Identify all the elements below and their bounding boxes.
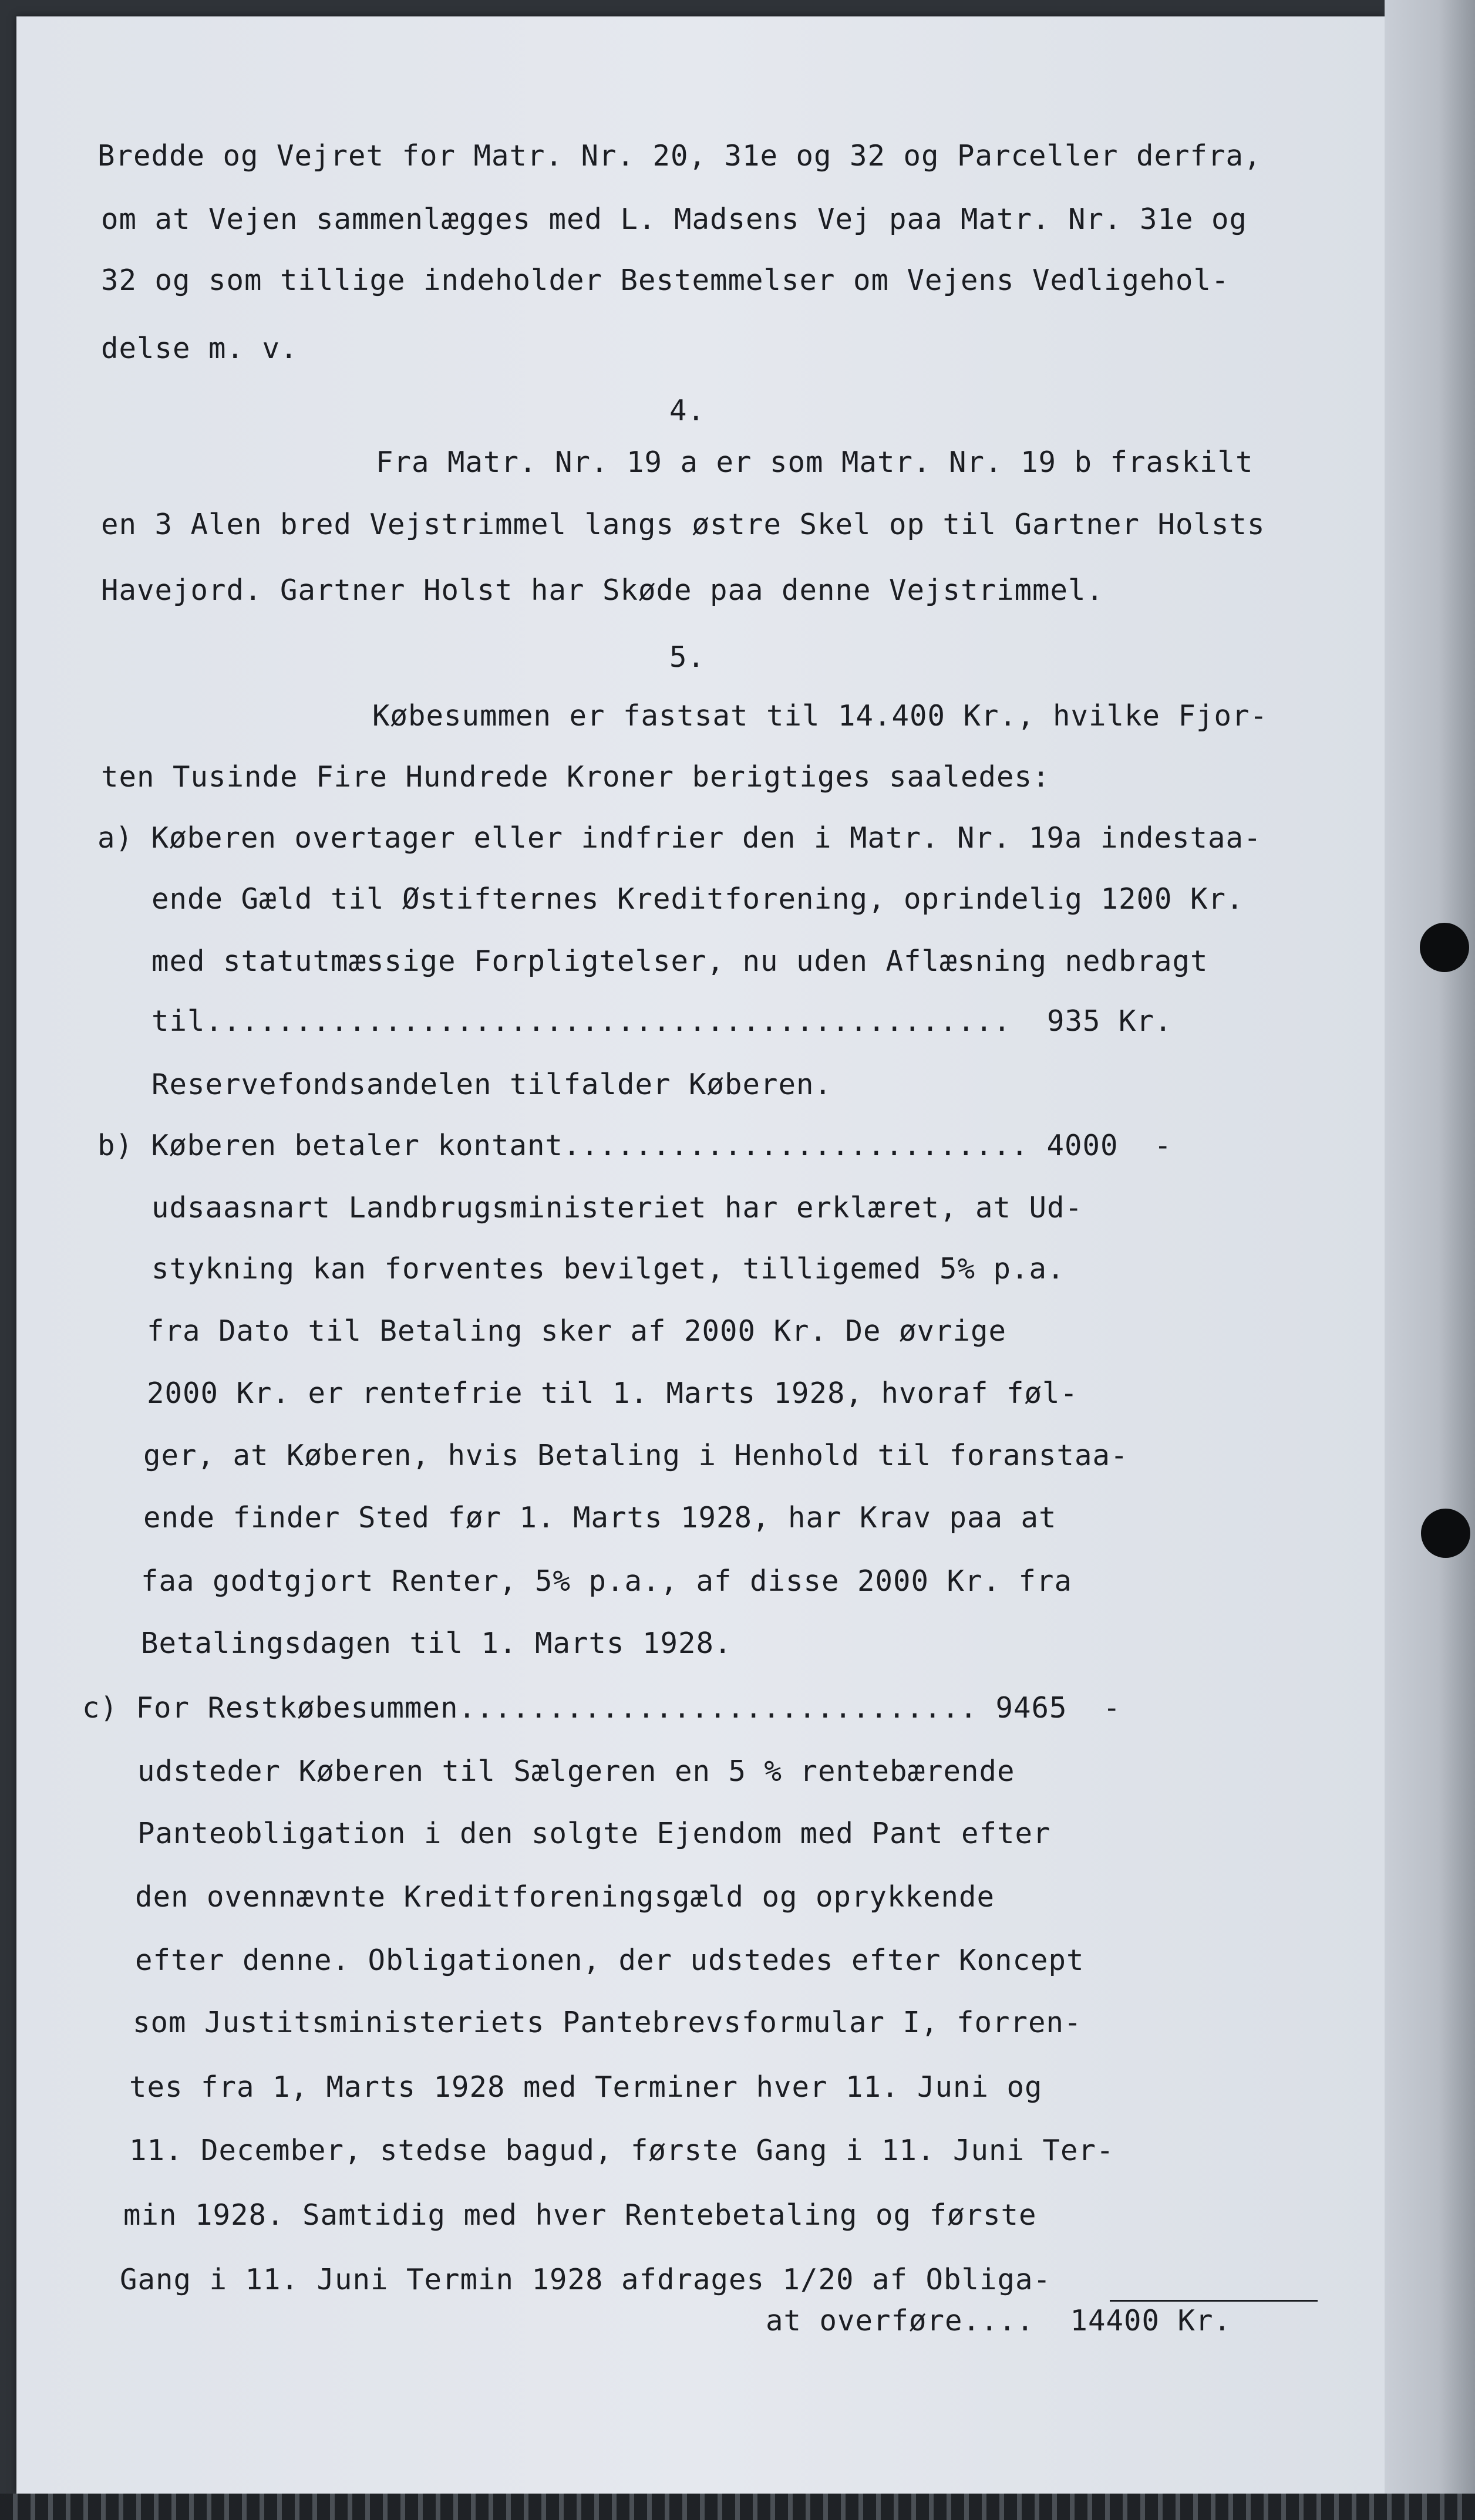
sum-underline (1110, 2300, 1318, 2302)
text-line: fra Dato til Betaling sker af 2000 Kr. De øvrige (147, 1314, 1007, 1348)
section-number: 4. (669, 394, 706, 427)
text-line: 32 og som tillige indeholder Bestemmelser om Vejens Vedligehol- (101, 264, 1230, 297)
text-line: a) Køberen overtager eller indfrier den i Matr. Nr. 19a indestaa- (97, 821, 1262, 855)
text-line: Fra Matr. Nr. 19 a er som Matr. Nr. 19 b fraskilt (376, 446, 1254, 479)
carry-forward-line: at overføre.... 14400 Kr. (766, 2304, 1232, 2337)
amount-line: til............................................. 935 Kr. (151, 1004, 1173, 1038)
text-line: stykning kan forventes bevilget, tilligemed 5% p.a. (151, 1252, 1065, 1286)
page-edge (1385, 0, 1475, 2520)
punch-hole-bottom (1421, 1509, 1470, 1558)
text-line: om at Vejen sammenlægges med L. Madsens Vej paa Matr. Nr. 31e og (101, 203, 1248, 236)
text-line: 11. December, stedse bagud, første Gang i 11. Juni Ter- (129, 2134, 1114, 2167)
text-line: ende Gæld til Østifternes Kreditforening, oprindelig 1200 Kr. (151, 882, 1244, 916)
text-line: med statutmæssige Forpligtelser, nu uden Aflæsning nedbragt (151, 944, 1208, 978)
text-line: som Justitsministeriets Pantebrevsformular I, forren- (133, 2006, 1082, 2039)
section-number: 5. (669, 640, 706, 674)
text-line: efter denne. Obligationen, der udstedes efter Koncept (135, 1944, 1085, 1977)
punch-hole-top (1420, 923, 1469, 972)
text-line: faa godtgjort Renter, 5% p.a., af disse 2000 Kr. fra (141, 1564, 1073, 1598)
text-line: en 3 Alen bred Vejstrimmel langs østre Skel op til Gartner Holsts (101, 508, 1265, 541)
text-line: 2000 Kr. er rentefrie til 1. Marts 1928, hvoraf føl- (147, 1377, 1079, 1410)
text-line: Bredde og Vejret for Matr. Nr. 20, 31e og 32 og Parceller derfra, (97, 139, 1262, 173)
text-line: delse m. v. (101, 332, 298, 365)
text-line: den ovennævnte Kreditforeningsgæld og oprykkende (135, 1880, 995, 1914)
text-line: min 1928. Samtidig med hver Rentebetaling og første (123, 2198, 1037, 2232)
scan-border (0, 2494, 1475, 2520)
text-line: tes fra 1, Marts 1928 med Terminer hver 11. Juni og (129, 2070, 1043, 2104)
text-line: Købesummen er fastsat til 14.400 Kr., hvilke Fjor- (372, 699, 1268, 733)
text-line: Betalingsdagen til 1. Marts 1928. (141, 1627, 732, 1660)
text-line: Havejord. Gartner Holst har Skøde paa denne Vejstrimmel. (101, 574, 1104, 607)
text-line: ende finder Sted før 1. Marts 1928, har Krav paa at (143, 1501, 1057, 1534)
text-line: ger, at Køberen, hvis Betaling i Henhold til foranstaa- (143, 1439, 1129, 1472)
text-line: Gang i 11. Juni Termin 1928 afdrages 1/20 af Obliga- (120, 2263, 1052, 2296)
text-line: Reservefondsandelen tilfalder Køberen. (151, 1068, 833, 1101)
text-line: ten Tusinde Fire Hundrede Kroner berigtiges saaledes: (101, 760, 1050, 794)
text-line: udsteder Køberen til Sælgeren en 5 % rentebærende (137, 1755, 1015, 1788)
text-line: udsaasnart Landbrugsministeriet har erklæret, at Ud- (151, 1191, 1083, 1224)
amount-line: b) Køberen betaler kontant.......................... 4000 - (97, 1129, 1173, 1162)
text-line: Panteobligation i den solgte Ejendom med Pant efter (137, 1817, 1051, 1850)
amount-line: c) For Restkøbesummen............................. 9465 - (82, 1691, 1122, 1725)
